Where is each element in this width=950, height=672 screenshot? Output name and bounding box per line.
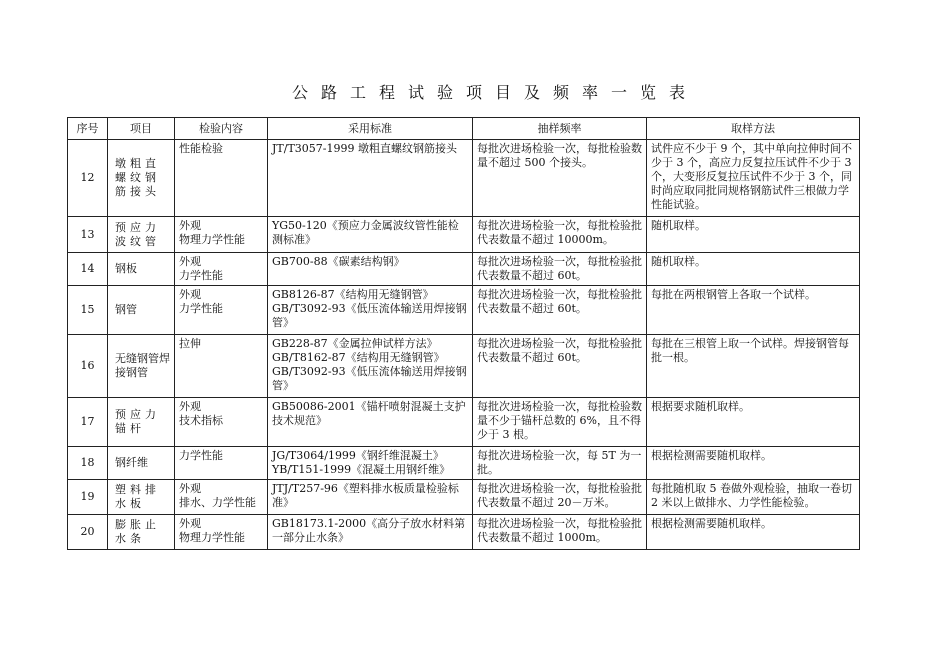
row-item xyxy=(108,480,175,515)
row-content xyxy=(175,335,268,398)
row-frequency: 每批次进场检验一次，每批检验批代表数量不超过 1000m。 xyxy=(473,515,647,550)
table-row xyxy=(68,335,860,398)
row-no: 14 xyxy=(68,253,108,286)
row-content xyxy=(175,140,268,217)
standard-line: JTJ/T257-96《塑料排水板质量检验标准》 xyxy=(272,482,459,509)
row-standard xyxy=(268,447,473,480)
table-row xyxy=(68,480,860,515)
content-line: 物理力学性能 xyxy=(179,233,245,246)
table-row xyxy=(68,217,860,253)
row-frequency: 每批次进场检验一次，每批检验数量不少于锚杆总数的 6%，且不得少于 3 根。 xyxy=(473,398,647,447)
row-no: 20 xyxy=(68,515,108,550)
row-item-text: 塑料排水板 xyxy=(115,483,160,510)
table-row xyxy=(68,140,860,217)
content-line: 外观 xyxy=(179,219,201,232)
header-content: 检验内容 xyxy=(175,118,268,140)
row-method: 试件应不少于 9 个，其中单向拉伸时间不少于 3 个，高应力反复拉压试件不少于 3 个，大变形反复拉压试件不少于 3 个，同时尚应取同批同规格钢筋试件三根做力学性能试验。 xyxy=(647,140,860,217)
row-method: 每批在三根管上取一个试样。焊接钢管每批一根。 xyxy=(647,335,860,398)
content-line: 外观 xyxy=(179,517,201,530)
row-method: 根据检测需要随机取样。 xyxy=(647,447,860,480)
row-no: 19 xyxy=(68,480,108,515)
row-no: 15 xyxy=(68,286,108,335)
page-title: 公路工程试验项目及频率一览表 xyxy=(291,83,698,102)
row-frequency: 每批次进场检验一次，每批检验批代表数量不超过 60t。 xyxy=(473,335,647,398)
row-no: 16 xyxy=(68,335,108,398)
row-item xyxy=(108,515,175,550)
content-line: 外观 xyxy=(179,255,201,268)
row-item xyxy=(108,253,175,286)
row-standard xyxy=(268,480,473,515)
row-standard xyxy=(268,217,473,253)
row-standard xyxy=(268,515,473,550)
header-no: 序号 xyxy=(68,118,108,140)
standard-line: GB/T8162-87《结构用无缝钢管》 xyxy=(272,351,445,364)
header-standard: 采用标准 xyxy=(268,118,473,140)
row-item xyxy=(108,140,175,217)
header-frequency: 抽样频率 xyxy=(473,118,647,140)
row-item-text: 预应力锚杆 xyxy=(115,408,160,435)
row-content xyxy=(175,515,268,550)
standard-line: GB/T3092-93《低压流体输送用焊接钢管》 xyxy=(272,302,467,329)
row-item xyxy=(108,217,175,253)
row-item xyxy=(108,447,175,480)
row-frequency: 每批次进场检验一次，每批检验批代表数量不超过 60t。 xyxy=(473,253,647,286)
row-no: 13 xyxy=(68,217,108,253)
row-no: 17 xyxy=(68,398,108,447)
row-standard xyxy=(268,398,473,447)
standard-line: GB50086-2001《锚杆喷射混凝土支护技术规范》 xyxy=(272,400,466,427)
row-item-text: 无缝钢管焊接钢管 xyxy=(115,352,170,379)
row-item-text: 钢管 xyxy=(115,303,137,316)
row-method: 每批在两根钢管上各取一个试样。 xyxy=(647,286,860,335)
row-item-text: 墩粗直螺纹钢筋接头 xyxy=(115,157,160,198)
row-content xyxy=(175,447,268,480)
header-item: 项目 xyxy=(108,118,175,140)
standard-line: GB/T3092-93《低压流体输送用焊接钢管》 xyxy=(272,365,467,392)
row-content xyxy=(175,398,268,447)
table-row xyxy=(68,253,860,286)
content-line: 排水、力学性能 xyxy=(179,496,256,509)
row-content xyxy=(175,286,268,335)
table-row xyxy=(68,286,860,335)
content-line: 力学性能 xyxy=(179,449,223,462)
content-line: 拉伸 xyxy=(179,337,201,350)
content-line: 性能检验 xyxy=(179,142,223,155)
row-frequency: 每批次进场检验一次，每 5T 为一批。 xyxy=(473,447,647,480)
row-item-text: 钢板 xyxy=(115,262,137,275)
row-item-text: 膨胀止水条 xyxy=(115,518,160,545)
row-method: 根据检测需要随机取样。 xyxy=(647,515,860,550)
content-line: 技术指标 xyxy=(179,414,223,427)
header-method: 取样方法 xyxy=(647,118,860,140)
row-standard xyxy=(268,335,473,398)
row-item xyxy=(108,335,175,398)
row-frequency: 每批次进场检验一次，每批检验批代表数量不超过 20－万米。 xyxy=(473,480,647,515)
row-method: 每批随机取 5 卷做外观检验，抽取一卷切 2 米以上做排水、力学性能检验。 xyxy=(647,480,860,515)
row-standard xyxy=(268,140,473,217)
content-line: 外观 xyxy=(179,400,201,413)
row-content xyxy=(175,253,268,286)
standard-line: YG50-120《预应力金属波纹管性能检测标准》 xyxy=(272,219,459,246)
row-content xyxy=(175,217,268,253)
content-line: 物理力学性能 xyxy=(179,531,245,544)
content-line: 力学性能 xyxy=(179,302,223,315)
content-line: 外观 xyxy=(179,288,201,301)
row-no: 12 xyxy=(68,140,108,217)
content-line: 力学性能 xyxy=(179,269,223,282)
test-frequency-table xyxy=(67,117,860,550)
row-item-text: 钢纤维 xyxy=(115,456,148,469)
row-method: 根据要求随机取样。 xyxy=(647,398,860,447)
table-header-row xyxy=(68,118,860,140)
row-item-text: 预应力波纹管 xyxy=(115,220,160,248)
row-standard xyxy=(268,286,473,335)
standard-line: YB/T151-1999《混凝土用钢纤维》 xyxy=(272,463,451,476)
standard-line: GB700-88《碳素结构钢》 xyxy=(272,255,405,268)
row-content xyxy=(175,480,268,515)
row-no: 18 xyxy=(68,447,108,480)
standard-line: GB228-87《金属拉伸试样方法》 xyxy=(272,337,438,350)
standard-line: JT/T3057-1999 墩粗直螺纹钢筋接头 xyxy=(272,142,457,155)
table-row xyxy=(68,447,860,480)
row-frequency: 每批次进场检验一次，每批检验批代表数量不超过 10000m。 xyxy=(473,217,647,253)
standard-line: JG/T3064/1999《钢纤维混凝土》 xyxy=(272,449,444,462)
row-item xyxy=(108,398,175,447)
row-frequency: 每批次进场检验一次，每批检验数量不超过 500 个接头。 xyxy=(473,140,647,217)
row-item xyxy=(108,286,175,335)
row-method: 随机取样。 xyxy=(647,253,860,286)
row-standard xyxy=(268,253,473,286)
table-row xyxy=(68,515,860,550)
row-frequency: 每批次进场检验一次，每批检验批代表数量不超过 60t。 xyxy=(473,286,647,335)
standard-line: GB18173.1-2000《高分子放水材料第一部分止水条》 xyxy=(272,517,466,544)
standard-line: GB8126-87《结构用无缝钢管》 xyxy=(272,288,434,301)
row-method: 随机取样。 xyxy=(647,217,860,253)
content-line: 外观 xyxy=(179,482,201,495)
table-row xyxy=(68,398,860,447)
